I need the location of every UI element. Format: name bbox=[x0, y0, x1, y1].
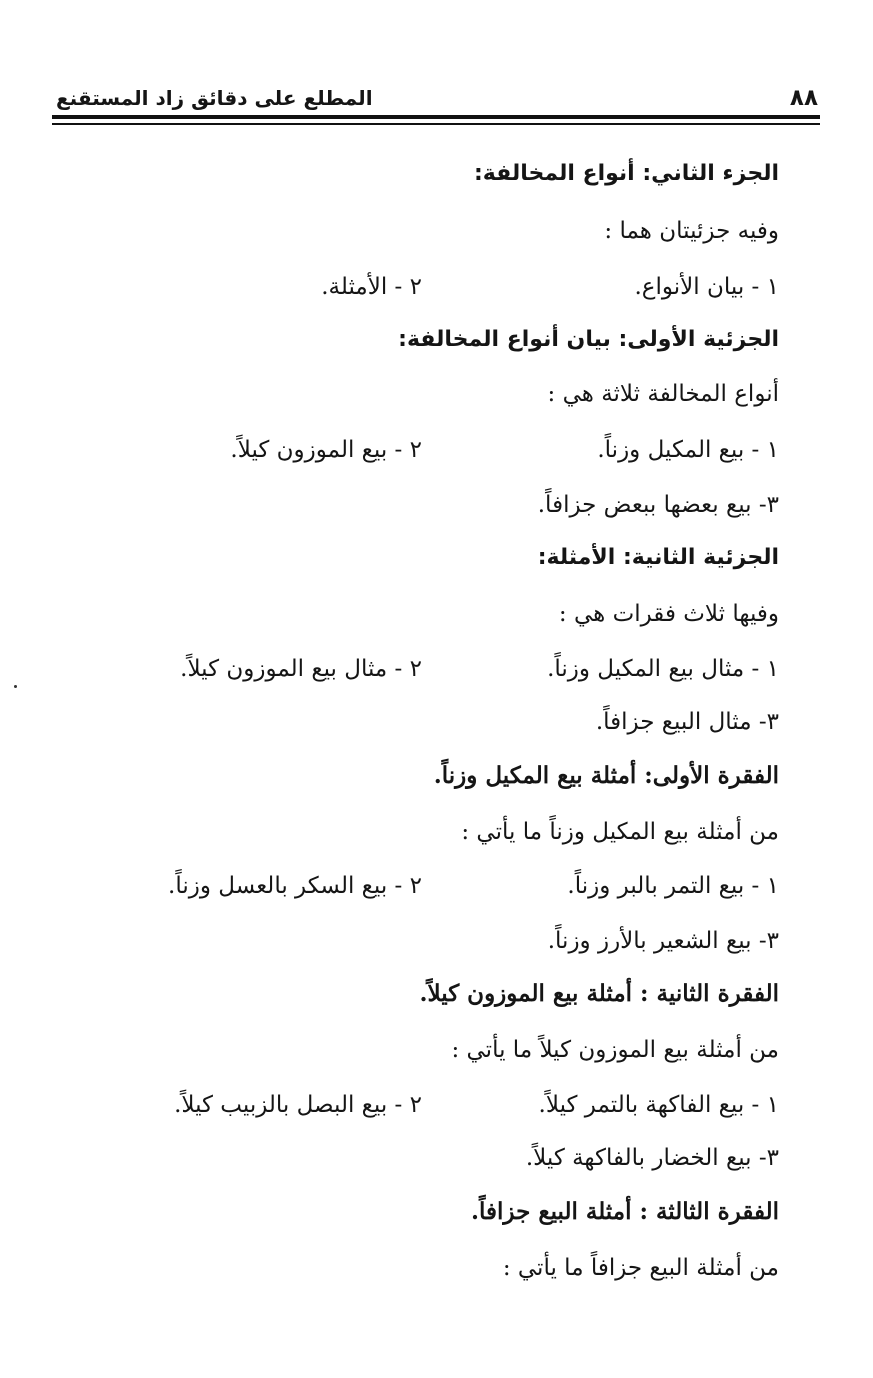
para1-item-2: ٢ - بيع السكر بالعسل وزناً. bbox=[168, 873, 422, 899]
sub2-item-3: ٣- مثال البيع جزافاً. bbox=[595, 709, 779, 735]
sub2-item-2: ٢ - مثال بيع الموزون كيلاً. bbox=[180, 656, 422, 682]
part2-item-1: ١ - بيان الأنواع. bbox=[634, 274, 779, 300]
page-number: ٨٨ bbox=[789, 85, 818, 111]
header-rule-thin bbox=[52, 123, 820, 125]
part2-item-2: ٢ - الأمثلة. bbox=[321, 274, 422, 300]
para3-intro: من أمثلة البيع جزافاً ما يأتي : bbox=[502, 1255, 779, 1281]
part2-intro: وفيه جزئيتان هما : bbox=[604, 218, 779, 244]
running-title: المطلع على دقائق زاد المستقنع bbox=[56, 86, 373, 110]
sub2-item-1: ١ - مثال بيع المكيل وزناً. bbox=[547, 656, 779, 682]
sub1-heading: الجزئية الأولى: بيان أنواع المخالفة: bbox=[398, 327, 779, 352]
para2-item-3: ٣- بيع الخضار بالفاكهة كيلاً. bbox=[525, 1145, 779, 1171]
para1-title: الفقرة الأولى: أمثلة بيع المكيل وزناً. bbox=[433, 762, 779, 789]
para1-intro: من أمثلة بيع المكيل وزناً ما يأتي : bbox=[461, 819, 779, 845]
sub2-heading: الجزئية الثانية: الأمثلة: bbox=[537, 545, 779, 570]
para3-title: الفقرة الثالثة : أمثلة البيع جزافاً. bbox=[471, 1198, 779, 1225]
page-header bbox=[50, 84, 822, 114]
sub2-intro: وفيها ثلاث فقرات هي : bbox=[558, 601, 779, 627]
para1-item-1: ١ - بيع التمر بالبر وزناً. bbox=[567, 873, 779, 899]
sub1-intro: أنواع المخالفة ثلاثة هي : bbox=[547, 381, 779, 407]
para2-title: الفقرة الثانية : أمثلة بيع الموزون كيلاً. bbox=[419, 980, 779, 1007]
para2-item-1: ١ - بيع الفاكهة بالتمر كيلاً. bbox=[538, 1092, 779, 1118]
para1-item-3: ٣- بيع الشعير بالأرز وزناً. bbox=[547, 928, 779, 954]
header-rule-thick bbox=[52, 115, 820, 119]
sub1-item-1: ١ - بيع المكيل وزناً. bbox=[597, 437, 779, 463]
sub1-item-2: ٢ - بيع الموزون كيلاً. bbox=[230, 437, 422, 463]
para2-item-2: ٢ - بيع البصل بالزبيب كيلاً. bbox=[174, 1092, 422, 1118]
part2-heading: الجزء الثاني: أنواع المخالفة: bbox=[474, 161, 779, 186]
scan-speck bbox=[14, 685, 17, 688]
para2-intro: من أمثلة بيع الموزون كيلاً ما يأتي : bbox=[451, 1037, 779, 1063]
sub1-item-3: ٣- بيع بعضها ببعض جزافاً. bbox=[537, 492, 779, 518]
